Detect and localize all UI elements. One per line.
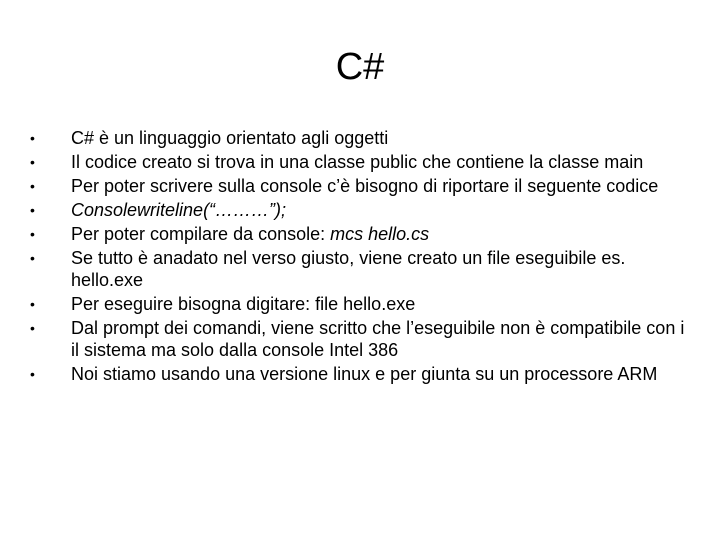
code-snippet-text: Consolewriteline(“………”);	[71, 200, 287, 220]
bullet-item-linux-arm	[30, 363, 690, 385]
bullet-icon: •	[30, 366, 35, 382]
bullet-text: Per poter compilare da console:	[71, 224, 331, 244]
bullet-icon: •	[30, 296, 35, 312]
bullet-icon: •	[30, 226, 35, 242]
bullet-icon: •	[30, 202, 35, 218]
bullet-icon: •	[30, 320, 35, 336]
bullet-icon: •	[30, 154, 35, 170]
bullet-item-oop	[30, 127, 690, 149]
bullet-text: C# è un linguaggio orientato agli oggetti	[71, 128, 389, 148]
bullet-text: Dal prompt dei comandi, viene scritto che l’eseguibile non è compatibile con i il sistema ma solo dalla console Intel 386	[71, 318, 685, 360]
bullet-text: Per eseguire bisogna digitare: file hello.exe	[71, 294, 416, 314]
bullet-icon: •	[30, 178, 35, 194]
bullet-item-compile	[30, 223, 690, 245]
bullet-item-prompt	[30, 317, 690, 361]
bullet-text: Per poter scrivere sulla console c’è bisogno di riportare il seguente codice	[71, 176, 659, 196]
bullet-text: Se tutto è anadato nel verso giusto, viene creato un file eseguibile es. hello.exe	[71, 248, 626, 290]
compile-command-text: mcs hello.cs	[330, 224, 430, 244]
slide-title: C#	[335, 46, 385, 88]
bullet-icon: •	[30, 130, 35, 146]
bullet-list	[30, 127, 690, 387]
bullet-item-code-snippet	[30, 199, 690, 221]
bullet-item-console-write	[30, 175, 690, 197]
bullet-item-executable	[30, 247, 690, 291]
bullet-text: Il codice creato si trova in una classe public che contiene la classe main	[71, 152, 644, 172]
bullet-item-run	[30, 293, 690, 315]
bullet-item-public-class	[30, 151, 690, 173]
bullet-icon: •	[30, 250, 35, 266]
bullet-text: Noi stiamo usando una versione linux e per giunta su un processore ARM	[71, 364, 658, 384]
